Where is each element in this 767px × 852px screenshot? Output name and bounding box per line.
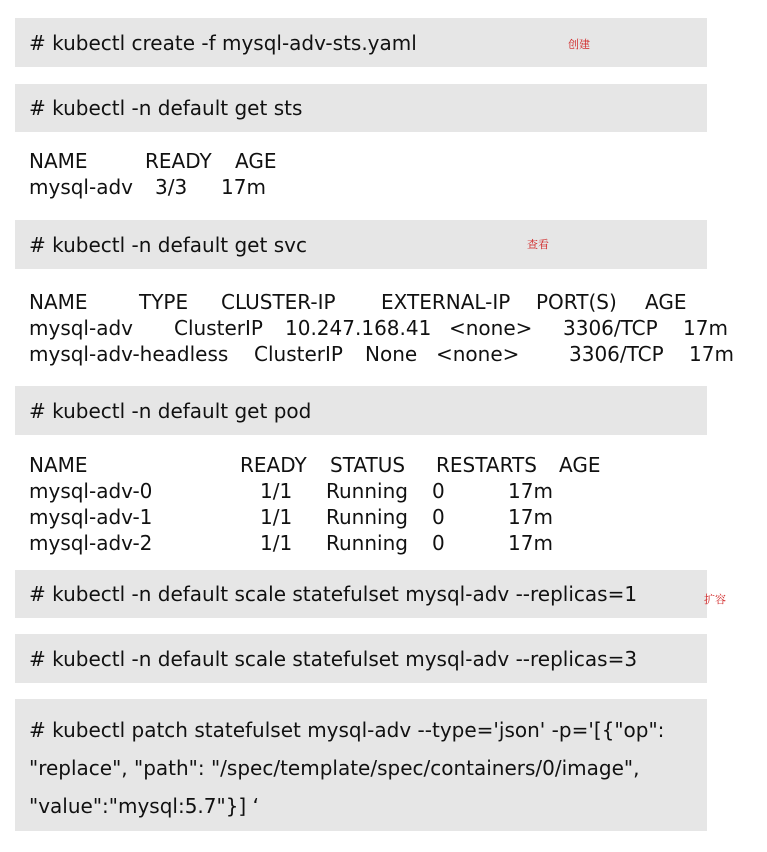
sts-cell-name: mysql-adv	[29, 175, 133, 199]
command-scale-3	[15, 634, 707, 683]
svc-cell-name: mysql-adv-headless	[29, 342, 229, 366]
svc-cell-type: ClusterIP	[174, 316, 263, 340]
note-create: 创建	[568, 38, 590, 51]
pod-cell-name: mysql-adv-0	[29, 479, 153, 503]
pod-cell-status: Running	[326, 479, 408, 503]
command-get-svc	[15, 220, 707, 269]
svc-cell-port: 3306/TCP	[569, 342, 664, 366]
svc-cell-port: 3306/TCP	[563, 316, 658, 340]
svc-cell-cluster-ip: None	[365, 342, 418, 366]
sts-header-ready: READY	[145, 149, 212, 173]
svc-cell-cluster-ip: 10.247.168.41	[285, 316, 432, 340]
pod-cell-status: Running	[326, 505, 408, 529]
sts-cell-age: 17m	[221, 175, 266, 199]
command-text: # kubectl -n default get sts	[29, 96, 303, 120]
command-line: "value":"mysql:5.7"}] ‘	[29, 794, 259, 818]
command-text: # kubectl create -f mysql-adv-sts.yaml	[29, 30, 417, 55]
note-scale: 扩容	[704, 593, 726, 606]
svc-cell-type: ClusterIP	[254, 342, 343, 366]
command-scale-1	[15, 570, 707, 618]
pod-cell-ready: 1/1	[260, 531, 293, 555]
pod-cell-status: Running	[326, 531, 408, 555]
svc-header-age: AGE	[645, 290, 687, 314]
sts-cell-ready: 3/3	[155, 175, 188, 199]
command-line: "replace", "path": "/spec/template/spec/containers/0/image",	[29, 756, 640, 780]
pod-cell-name: mysql-adv-1	[29, 505, 153, 529]
pod-cell-restarts: 0	[432, 505, 445, 529]
pod-header-ready: READY	[240, 453, 307, 477]
command-get-sts	[15, 84, 707, 132]
command-text: # kubectl -n default get pod	[29, 398, 312, 423]
command-patch	[15, 699, 707, 831]
command-get-pod	[15, 386, 707, 435]
svc-header-external-ip: EXTERNAL-IP	[381, 290, 511, 314]
svc-cell-age: 17m	[689, 342, 734, 366]
command-text: # kubectl -n default scale statefulset mysql-adv --replicas=1	[29, 582, 638, 606]
pod-cell-name: mysql-adv-2	[29, 531, 153, 555]
svc-cell-name: mysql-adv	[29, 316, 133, 340]
pod-cell-age: 17m	[508, 505, 553, 529]
command-line: # kubectl patch statefulset mysql-adv --type='json' -p='[{"op":	[29, 718, 665, 742]
sts-header-name: NAME	[29, 149, 88, 173]
svc-header-ports: PORT(S)	[536, 290, 617, 314]
note-view: 查看	[527, 238, 549, 251]
pod-cell-restarts: 0	[432, 531, 445, 555]
command-create	[15, 18, 707, 67]
sts-header-age: AGE	[235, 149, 277, 173]
pod-cell-restarts: 0	[432, 479, 445, 503]
pod-header-status: STATUS	[330, 453, 406, 477]
svc-header-type: TYPE	[139, 290, 189, 314]
pod-header-name: NAME	[29, 453, 88, 477]
pod-cell-ready: 1/1	[260, 505, 293, 529]
svc-header-cluster-ip: CLUSTER-IP	[221, 290, 336, 314]
svc-header-name: NAME	[29, 290, 88, 314]
pod-header-age: AGE	[559, 453, 601, 477]
command-text: # kubectl -n default get svc	[29, 232, 307, 257]
pod-header-restarts: RESTARTS	[436, 453, 537, 477]
command-text: # kubectl -n default scale statefulset mysql-adv --replicas=3	[29, 646, 638, 671]
pod-cell-ready: 1/1	[260, 479, 293, 503]
svc-cell-age: 17m	[683, 316, 728, 340]
pod-cell-age: 17m	[508, 479, 553, 503]
svc-cell-external-ip: <none>	[449, 316, 533, 340]
pod-cell-age: 17m	[508, 531, 553, 555]
svc-cell-external-ip: <none>	[436, 342, 520, 366]
